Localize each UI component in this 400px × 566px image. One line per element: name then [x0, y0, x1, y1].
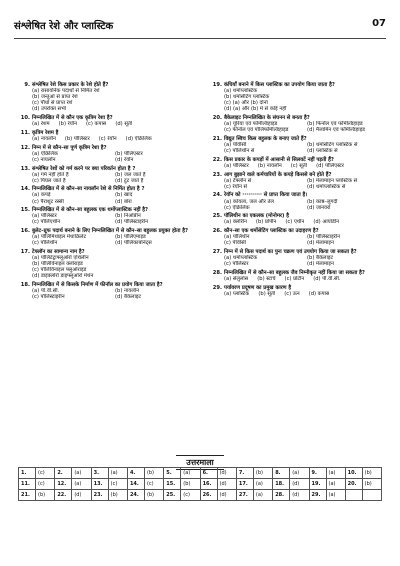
answer-number: 13. — [91, 479, 108, 490]
option-item: (a) पॉलिस्टर — [32, 213, 57, 220]
answer-option: (c) — [108, 479, 127, 490]
answer-option: (a) — [72, 468, 91, 479]
option-item: (c) पीवीसी — [224, 240, 246, 247]
question-statement: पर्यावरण प्रदूषण का प्रमुख कारण है — [224, 284, 292, 291]
option-item: (b) निओप्रीन — [115, 213, 141, 220]
option-item: (c) नायलॉन — [32, 156, 56, 163]
question-statement: पॉलिथीन का एकलक (मोनोमर) है — [224, 213, 289, 220]
option-item: (c) पॉलिथीन से — [224, 148, 255, 155]
answer-option: (d) — [217, 490, 236, 501]
option-item: (a) नायलॉन — [32, 135, 56, 142]
option-item: (d) पॉलिस्टाइरीन — [115, 219, 149, 226]
question-item — [212, 270, 390, 282]
option-item: (c) पॉलिस्टर — [224, 261, 249, 268]
answer-number: 16. — [200, 479, 217, 490]
options-group — [20, 136, 198, 142]
question-number: 25. — [212, 213, 222, 220]
option-item: (a) कपड़े — [32, 192, 51, 199]
question-statement: कृत्रिम रेशम है — [32, 129, 59, 136]
option-item: (d) टूट जाते हैं — [115, 177, 144, 184]
option-item: (a) थर्मोप्लास्टिक — [224, 255, 258, 262]
option-item: (d) कपास — [308, 290, 330, 297]
options-group — [212, 163, 390, 169]
answer-option: (c) — [36, 479, 55, 490]
option-item: (c) ऊन — [284, 290, 300, 297]
question-statement: निम्नलिखित में से कौन एक कृत्रिम रेशा है? — [32, 115, 113, 122]
question-item — [212, 192, 390, 210]
question-number: 13. — [20, 165, 30, 172]
option-item: (a) पॉलिथीन — [224, 234, 250, 241]
option-item: (d) बोरा — [115, 198, 132, 205]
question-number: 21. — [212, 135, 222, 142]
question-statement: निम्न में से किस पदार्थ का पुनः चक्रण एवं उपयोग किया जा सकता है? — [224, 249, 357, 255]
option-item: (c) पॉलिएथीन — [32, 219, 61, 226]
option-item: (b) जल जाते हैं — [115, 171, 146, 178]
option-item: (d) पॉलिकार्बोनेट्स — [115, 240, 152, 247]
options-group — [212, 178, 390, 190]
option-item: (b) पॉलिस्टाइरीन — [307, 234, 341, 241]
options-group — [20, 213, 198, 225]
answer-option: (a) — [326, 490, 345, 501]
question-item — [212, 213, 390, 225]
answer-option: (c) — [36, 468, 55, 479]
option-item: (d) बैकेलाइट — [115, 294, 141, 301]
option-item: (d) रेयॉन — [115, 156, 134, 163]
answer-option: (a) — [253, 490, 272, 501]
answer-option: (a) — [253, 479, 272, 490]
answer-empty-cell — [362, 490, 381, 501]
answer-option: (b) — [144, 490, 163, 501]
answer-option: (a) — [72, 479, 91, 490]
question-item — [212, 228, 390, 246]
option-item: (a) टेफ्लॉन से — [224, 177, 252, 184]
options-group — [20, 234, 198, 246]
options-group — [20, 121, 198, 127]
option-item: (a) पीवीसी — [224, 142, 247, 149]
answer-option: (c) — [144, 479, 163, 490]
option-item: (c) कपास — [85, 121, 107, 128]
page-number: 07 — [372, 18, 386, 29]
question-item — [20, 130, 198, 142]
answer-number: 21. — [19, 490, 36, 501]
option-item: (c) ऐक्रिलिक — [224, 204, 250, 211]
option-item: (c) पॉलिथीन — [32, 240, 58, 247]
option-item: (b) थर्मोसेटिंग प्लास्टिक से — [307, 142, 358, 149]
right-question-column — [212, 82, 390, 299]
option-item: (a) कोयला, जल और तेल — [224, 198, 274, 205]
option-item: (d) डाइक्लोरो डाइफ्लूओरो मेथेन — [32, 273, 94, 280]
answer-key-title: उत्तरमाला — [176, 455, 224, 470]
answer-option: (d) — [217, 479, 236, 490]
answer-option: (b) — [108, 490, 127, 501]
options-group — [212, 199, 390, 211]
option-item: (b) पॉलिएस्टर — [115, 150, 143, 157]
question-number: 27. — [212, 249, 222, 255]
question-item — [20, 82, 198, 112]
header-divider — [14, 38, 386, 39]
question-statement: बैकेलाइट निम्नलिखित के संघनन से बनता है? — [224, 115, 310, 122]
answer-number: 7. — [236, 468, 253, 479]
answer-number: 4. — [127, 468, 144, 479]
page-header — [14, 18, 386, 34]
option-item: (b) काष्ठ–लुगदी — [307, 198, 338, 205]
answer-number: 27. — [236, 490, 253, 501]
option-item: (a) पॉलिटेट्राफ्लूओरो एथिलीन — [32, 255, 89, 262]
option-item: (d) उपरोक्त सभी — [32, 106, 67, 113]
answer-option: (b) — [36, 490, 55, 501]
answer-number: 29. — [309, 490, 326, 501]
answer-number: 25. — [164, 490, 181, 501]
answer-number: 11. — [19, 479, 36, 490]
question-statement: निम्नलिखित में से किसके निर्माण में फीनॉल का प्रयोग किया जाता है? — [32, 282, 163, 289]
options-group — [212, 121, 390, 133]
question-item — [212, 82, 390, 112]
option-item: (b) रेयॉन — [58, 121, 77, 128]
answer-number: 22. — [55, 490, 72, 501]
option-item: (a) रासायनिक पदार्थों से निर्मित रेशे — [32, 88, 100, 95]
question-statement: विद्युत स्विच किस बहुलक के बनाए जाते हैं? — [224, 135, 307, 142]
answer-number: 5. — [164, 468, 181, 479]
options-group — [20, 255, 198, 279]
question-number: 28. — [212, 269, 222, 276]
option-item: (c) सूती — [290, 162, 308, 169]
question-number: 22. — [212, 156, 222, 163]
answer-option: (a) — [326, 479, 345, 490]
answer-option: (b) — [253, 468, 272, 479]
option-item: (c) फीनॉल एवं पॉलिफॉर्मेल्डिहाइड — [224, 127, 289, 134]
answer-option: (b) — [144, 468, 163, 479]
question-statement: कौन–सा एक थर्मोसेटिंग प्लास्टिक का उदाहरण है? — [224, 228, 319, 235]
question-number: 10. — [20, 115, 30, 122]
question-statement: रेयॉन को ·········· से प्राप्त किया जाता है। — [224, 192, 308, 199]
question-number: 24. — [212, 192, 222, 199]
answer-option: (a) — [290, 468, 309, 479]
question-statement: बुलेट–प्रूफ पदार्थ बनाने के लिए निम्नलिखित में से कौन–सा बहुलक प्रयुक्त होता है? — [32, 228, 189, 235]
answer-option: (b) — [181, 479, 200, 490]
answer-option: (d) — [217, 468, 236, 479]
options-group — [212, 255, 390, 267]
question-number: 26. — [212, 228, 222, 235]
question-statement: निम्नलिखित में से कौन–सा नायलॉन रेशे से निर्मित होता है ? — [32, 186, 145, 193]
question-number: 12. — [20, 144, 30, 151]
question-number: 16. — [20, 228, 30, 235]
question-statement: संश्लेषित रेशे किस प्रकार के रेशे होते हैं? — [32, 82, 109, 88]
option-item: (b) स्टार्च — [257, 275, 276, 282]
options-group — [20, 192, 198, 204]
options-group — [212, 276, 390, 282]
answer-number: 18. — [273, 479, 290, 490]
answer-key-table — [18, 467, 382, 501]
option-item: (b) पॉलिएमाइड — [115, 234, 146, 241]
option-item: (c) पौधों से प्राप्त रेशे — [32, 100, 73, 107]
question-item — [20, 282, 198, 300]
question-statement: निम्नलिखित में से कौन–सा बहुलक जैव निम्नीकृत नहीं किया जा सकता है? — [224, 269, 365, 276]
answer-number: 26. — [200, 490, 217, 501]
left-question-column — [20, 82, 198, 303]
option-item: (a) प्लास्टिक — [224, 290, 250, 297]
option-item: (a) सेलुलोस — [224, 275, 249, 282]
question-item — [212, 249, 390, 267]
options-group — [20, 151, 198, 163]
question-statement: आग बुझाने वाले कर्मचारियों के कपड़े किससे बने होते हैं? — [224, 171, 332, 178]
answer-number: 15. — [164, 479, 181, 490]
question-item — [212, 172, 390, 190]
option-item: (d) मैलामिन एवं फॉर्मेल्डिहाइड — [307, 127, 365, 134]
option-item: (b) फिनॉल एवं फॉर्मेल्डिहाइड — [307, 121, 363, 128]
chapter-title: संश्लेषित रेशे और प्लास्टिक — [14, 21, 114, 32]
option-item: (d) पी.वी.सी. — [313, 275, 341, 282]
option-item: (a) पॉलिमिथाइल मेथाक्रिलेट — [32, 234, 87, 241]
option-item: (c) पैराशूट रस्सी — [32, 198, 64, 205]
options-group — [20, 288, 198, 300]
options-group — [212, 234, 390, 246]
answer-row — [19, 479, 382, 490]
answer-option: (a) — [326, 468, 345, 479]
answer-option: (d) — [290, 490, 309, 501]
options-group — [20, 88, 198, 112]
option-item: (a) रेशम — [32, 121, 50, 128]
question-item — [212, 115, 390, 133]
answer-option: (b) — [362, 479, 381, 490]
answer-row — [19, 468, 382, 479]
options-group — [212, 88, 390, 112]
options-group — [212, 219, 390, 225]
answer-option: (c) — [181, 490, 200, 501]
answer-number: 8. — [273, 468, 290, 479]
question-item — [20, 249, 198, 279]
option-item: (d) थर्मोप्लास्टिक से — [307, 183, 346, 190]
option-item: (d) जानवरों — [307, 204, 331, 211]
answer-number: 23. — [91, 490, 108, 501]
option-item: (d) सूती — [115, 121, 133, 128]
option-item: (c) पॉलिस्टाइरीन — [32, 294, 65, 301]
answer-option: (a) — [108, 468, 127, 479]
option-item: (c) पिघल जाते हैं — [32, 177, 66, 184]
answer-row — [19, 490, 382, 501]
question-number: 15. — [20, 207, 30, 214]
answer-number: 12. — [55, 479, 72, 490]
option-item: (c) एथीन — [285, 219, 305, 226]
option-item: (b) नायलॉन — [257, 162, 282, 169]
option-item: (c) प्रोटीन — [284, 275, 305, 282]
answer-number: 17. — [236, 479, 253, 490]
question-item — [212, 136, 390, 154]
options-group — [212, 291, 390, 297]
option-item: (c) (a) और (b) दोनों — [224, 100, 268, 107]
question-number: 11. — [20, 129, 30, 136]
option-item: (b) खाद — [115, 192, 133, 199]
question-number: 17. — [20, 249, 30, 255]
option-item: (c) रेयॉन से — [224, 183, 248, 190]
answer-number: 1. — [19, 468, 36, 479]
answer-number: 28. — [273, 490, 290, 501]
question-item — [20, 145, 198, 163]
option-item: (c) रेयॉन — [98, 135, 117, 142]
answer-number: 14. — [127, 479, 144, 490]
question-number: 20. — [212, 115, 222, 122]
question-item — [20, 166, 198, 184]
question-item — [20, 207, 198, 225]
question-item — [20, 186, 198, 204]
question-number: 14. — [20, 186, 30, 193]
answer-empty-cell — [345, 490, 362, 501]
question-number: 29. — [212, 284, 222, 291]
option-item: (d) पॉलिएस्टर — [316, 162, 344, 169]
answer-option: (b) — [362, 468, 381, 479]
question-number: 9. — [24, 82, 30, 88]
question-statement: संश्लेषित रेशों को गर्म करने पर क्या परिवर्तन होता है ? — [32, 165, 136, 172]
question-statement: टेफ्लॉन का सामान्य नाम है? — [32, 249, 85, 255]
answer-number: 24. — [127, 490, 144, 501]
option-item: (b) जन्तुओं से प्राप्त रेशे — [32, 94, 78, 101]
option-item: (b) मेलामाइन प्लास्टिक से — [307, 177, 358, 184]
answer-number: 9. — [309, 468, 326, 479]
option-item: (a) पी.वी.सी. — [32, 288, 60, 295]
option-item: (d) ऐक्रिलिक — [125, 135, 152, 142]
option-item: (b) सूती — [258, 290, 276, 297]
option-item: (b) पॉलिविनाइल क्लोराइड — [32, 261, 83, 268]
option-item: (a) यूरिया एवं फॉर्मेल्डिहाइड — [224, 121, 278, 128]
option-item: (c) पॉलिविनाइल फ्लुओराइड — [32, 267, 87, 274]
option-item: (a) पॉलिस्टर — [224, 162, 249, 169]
answer-option: (d) — [290, 479, 309, 490]
question-number: 18. — [20, 282, 30, 289]
option-item: (a) ऐक्रिलिक — [32, 150, 58, 157]
option-item: (d) आयोडीन — [313, 219, 340, 226]
answer-number: 20. — [345, 479, 362, 490]
option-item: (b) बैकेलाइट — [307, 255, 333, 262]
question-number: 23. — [212, 171, 222, 178]
answer-option: (d) — [72, 490, 91, 501]
option-item: (a) गर्म नहीं होते हैं — [32, 171, 69, 178]
options-group — [212, 142, 390, 154]
option-item: (b) थर्मोसेटिंग प्लास्टिक — [224, 94, 270, 101]
answer-number: 3. — [91, 468, 108, 479]
question-item — [20, 228, 198, 246]
option-item: (b) नायलॉन — [115, 288, 139, 295]
question-item — [212, 157, 390, 169]
question-item — [212, 285, 390, 297]
answer-number: 6. — [200, 468, 217, 479]
option-item: (d) (a) और (b) में से कोई नहीं — [224, 106, 287, 113]
option-item: (d) प्लास्टिक से — [307, 148, 338, 155]
question-number: 19. — [212, 82, 222, 88]
answer-option: (a) — [181, 468, 200, 479]
question-statement: निम्नलिखित में से कौन–सा बहुलक एक थर्मोप्लास्टिक नहीं है? — [32, 207, 149, 214]
options-group — [20, 172, 198, 184]
answer-number: 10. — [345, 468, 362, 479]
question-item — [20, 115, 198, 127]
option-item: (b) प्रोपीन — [255, 219, 277, 226]
question-statement: कंघियाँ बनाने में किस प्लास्टिक का उपयोग किया जाता है? — [224, 82, 335, 88]
question-statement: निम्न में से कौन–सा पूर्ण कृत्रिम रेशा है? — [32, 144, 107, 151]
option-item: (d) मेलामाइन — [307, 240, 334, 247]
option-item: (a) थर्मोप्लास्टिक — [224, 88, 258, 95]
option-item: (d) मेलामाइन — [307, 261, 334, 268]
answer-number: 2. — [55, 468, 72, 479]
option-item: (b) पॉलिस्टर — [64, 135, 90, 142]
option-item: (a) क्लोरीन — [224, 219, 247, 226]
question-statement: किस प्रकार के कपड़ों में आसानी से सिलवटें नहीं पड़ती हैं? — [224, 156, 334, 163]
answer-number: 19. — [309, 479, 326, 490]
